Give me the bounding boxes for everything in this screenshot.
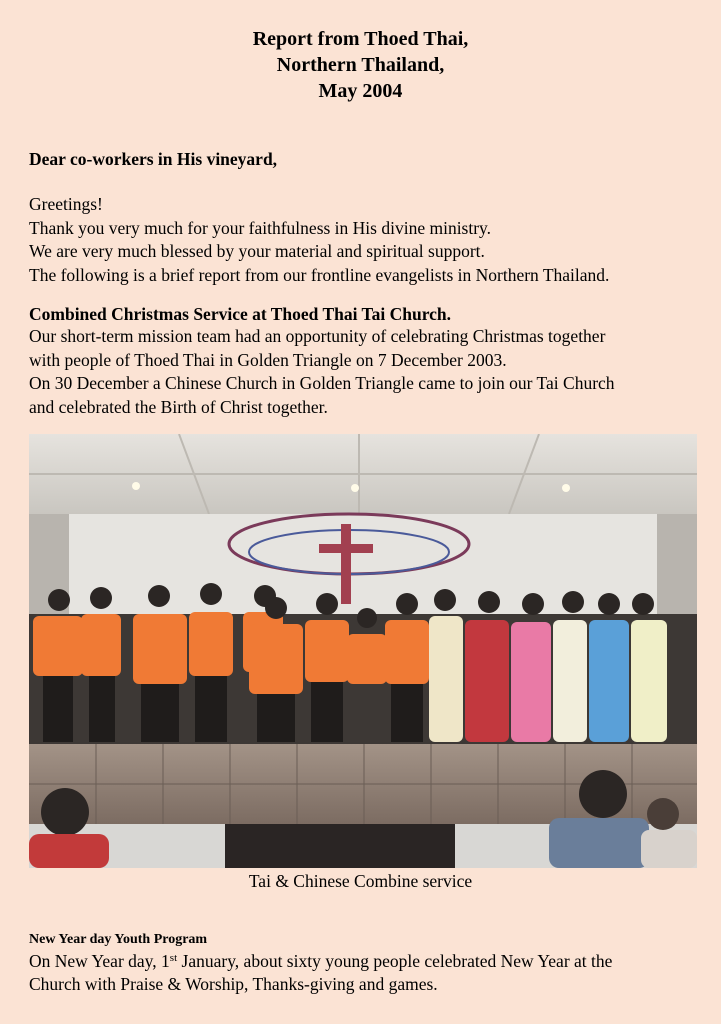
new-year-paragraph: [29, 950, 709, 996]
salutation: Dear co-workers in His vineyard,: [29, 149, 278, 169]
church-service-photo: [29, 434, 697, 868]
title-line-2: Northern Thailand,: [276, 54, 445, 76]
new-year-heading: New Year day Youth Program: [29, 932, 208, 947]
new-year-line-2: Church with Praise & Worship, Thanks-giving and games.: [29, 974, 438, 994]
greetings-line: The following is a brief report from our frontline evangelists in Northern Thailand.: [29, 264, 610, 285]
superscript: st: [169, 952, 178, 964]
christmas-heading: Combined Christmas Service at Thoed Thai Tai Church.: [29, 304, 452, 324]
new-year-line-1: [29, 950, 709, 973]
christmas-paragraph: [29, 325, 699, 419]
greetings-line: Thank you very much for your faithfulness in His divine ministry.: [29, 217, 492, 238]
title-line-3: May 2004: [318, 80, 403, 102]
greetings-paragraph: [29, 193, 699, 287]
new-year-text-before: On New Year day, 1: [29, 951, 170, 971]
title-line-1: Report from Thoed Thai,: [252, 28, 469, 50]
greetings-line: Greetings!: [29, 194, 103, 214]
church-service-photo-illustration: [29, 434, 697, 868]
christmas-line: Our short-term mission team had an opportunity of celebrating Christmas together: [29, 326, 606, 346]
audience-member: [41, 788, 89, 836]
report-title: [0, 26, 721, 104]
christmas-line: and celebrated the Birth of Christ together.: [29, 396, 328, 417]
greetings-line: We are very much blessed by your material and spiritual support.: [29, 241, 485, 261]
photo-caption: Tai & Chinese Combine service: [248, 871, 473, 891]
new-year-text-after: January, about sixty young people celebrated New Year at the: [177, 951, 613, 971]
christmas-line: with people of Thoed Thai in Golden Triangle on 7 December 2003.: [29, 349, 507, 370]
christmas-line: On 30 December a Chinese Church in Golden Triangle came to join our Tai Church: [29, 373, 615, 393]
cross-icon: [341, 524, 351, 604]
audience-member: [579, 770, 627, 818]
